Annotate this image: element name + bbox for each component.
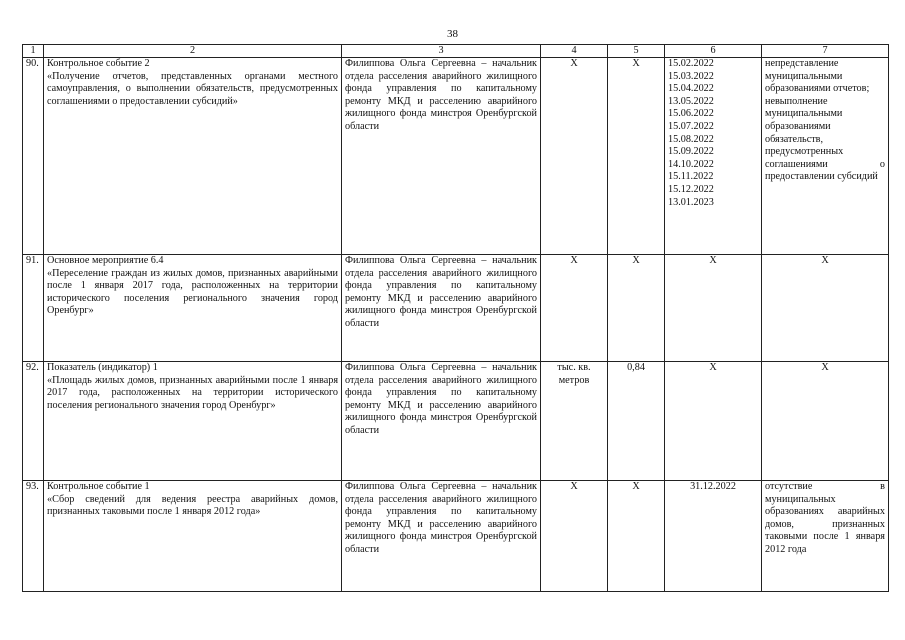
event-description: «Площадь жилых домов, признанных аварийными после 1 января 2017 года, расположенных на территории исторического поселения регионального значения город Оренбург» bbox=[47, 374, 338, 411]
event-description: «Переселение граждан из жилых домов, признанных аварийными после 1 января 2017 года, расположенных на территории исторического поселения регионального значения город Оренбург» bbox=[47, 267, 338, 317]
risk-cell: Х bbox=[762, 255, 889, 362]
table-row bbox=[23, 362, 889, 481]
event-title: Основное мероприятие 6.4 bbox=[47, 255, 164, 266]
event-description: «Получение отчетов, представленных органами местного самоуправления, о выполнении обязательств, предусмотренных соглашениями о предоставлении субсидий» bbox=[47, 70, 338, 107]
column-header: 6 bbox=[665, 45, 762, 58]
column-header: 4 bbox=[541, 45, 608, 58]
page-number: 38 bbox=[447, 28, 458, 40]
column-header: 1 bbox=[23, 45, 44, 58]
table-row bbox=[23, 255, 889, 362]
date-item: 15.04.2022 bbox=[668, 83, 714, 95]
column-header: 7 bbox=[762, 45, 889, 58]
date-item: 14.10.2022 bbox=[668, 158, 714, 170]
event-cell bbox=[44, 481, 342, 592]
date-item: 15.08.2022 bbox=[668, 133, 714, 145]
plan-table bbox=[22, 44, 889, 592]
event-cell bbox=[44, 58, 342, 255]
event-title: Показатель (индикатор) 1 bbox=[47, 362, 158, 373]
date-item: 15.12.2022 bbox=[668, 183, 714, 195]
row-number: 90. bbox=[23, 58, 44, 255]
date-cell: 31.12.2022 bbox=[665, 481, 762, 592]
value-cell: Х bbox=[608, 255, 665, 362]
date-item: 15.11.2022 bbox=[668, 171, 714, 183]
dates-cell bbox=[665, 58, 762, 255]
unit-cell: тыс. кв. метров bbox=[541, 362, 608, 481]
row-number: 92. bbox=[23, 362, 44, 481]
risk-text: непредставление муниципальными образованиями отчетов; bbox=[765, 58, 870, 95]
date-cell: Х bbox=[665, 255, 762, 362]
risk-cell: Х bbox=[762, 362, 889, 481]
value-cell: Х bbox=[608, 481, 665, 592]
column-header: 3 bbox=[342, 45, 541, 58]
date-item: 15.09.2022 bbox=[668, 146, 714, 158]
column-header: 2 bbox=[44, 45, 342, 58]
row-number: 91. bbox=[23, 255, 44, 362]
event-title: Контрольное событие 2 bbox=[47, 58, 150, 69]
date-item: 15.02.2022 bbox=[668, 58, 714, 69]
event-cell bbox=[44, 362, 342, 481]
date-item: 15.07.2022 bbox=[668, 120, 714, 132]
unit-cell: Х bbox=[541, 255, 608, 362]
column-header: 5 bbox=[608, 45, 665, 58]
table-header bbox=[23, 45, 889, 58]
date-item: 13.01.2023 bbox=[668, 196, 714, 208]
event-cell bbox=[44, 255, 342, 362]
risk-cell: отсутствие в муниципальных образованиях аварийных домов, признанных таковыми после 1 января 2012 года bbox=[762, 481, 889, 592]
risk-cell bbox=[762, 58, 889, 255]
date-item: 15.06.2022 bbox=[668, 108, 714, 120]
event-description: «Сбор сведений для ведения реестра аварийных домов, признанных таковыми после 1 января 2012 года» bbox=[47, 493, 338, 518]
responsible-cell: Филиппова Ольга Сергеевна – начальник отдела расселения аварийного жилищного фонда управления по капитальному ремонту МКД и расселению аварийного жилищного фонда минстроя Оренбургской области bbox=[342, 58, 541, 255]
unit-cell: Х bbox=[541, 481, 608, 592]
row-number: 93. bbox=[23, 481, 44, 592]
risk-text: невыполнение муниципальными образованиями обязательств, предусмотренных соглашениями о предоставлении субсидий bbox=[765, 95, 885, 183]
date-item: 13.05.2022 bbox=[668, 95, 714, 107]
responsible-cell: Филиппова Ольга Сергеевна – начальник отдела расселения аварийного жилищного фонда управления по капитальному ремонту МКД и расселению аварийного жилищного фонда минстроя Оренбургской области bbox=[342, 362, 541, 481]
event-title: Контрольное событие 1 bbox=[47, 481, 150, 492]
responsible-cell: Филиппова Ольга Сергеевна – начальник отдела расселения аварийного жилищного фонда управления по капитальному ремонту МКД и расселению аварийного жилищного фонда минстроя Оренбургской области bbox=[342, 481, 541, 592]
value-cell: 0,84 bbox=[608, 362, 665, 481]
table-row bbox=[23, 58, 889, 255]
date-cell: Х bbox=[665, 362, 762, 481]
value-cell: Х bbox=[608, 58, 665, 255]
responsible-cell: Филиппова Ольга Сергеевна – начальник отдела расселения аварийного жилищного фонда управления по капитальному ремонту МКД и расселению аварийного жилищного фонда минстроя Оренбургской области bbox=[342, 255, 541, 362]
date-item: 15.03.2022 bbox=[668, 70, 714, 82]
table-row bbox=[23, 481, 889, 592]
unit-cell: Х bbox=[541, 58, 608, 255]
